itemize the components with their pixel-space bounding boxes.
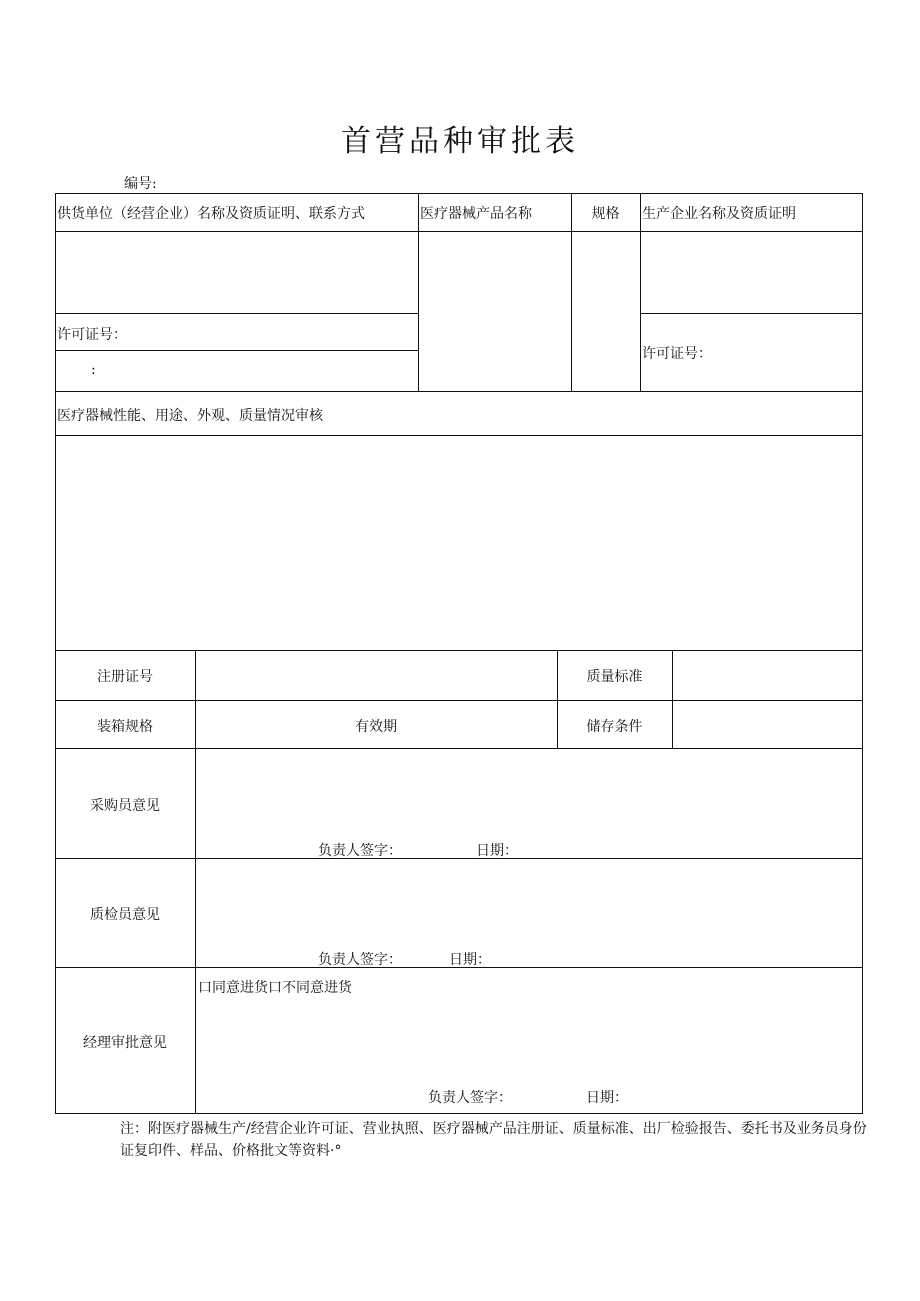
manager-approval-label: 经理审批意见: [83, 1035, 167, 1051]
row-divider: [55, 313, 418, 314]
manager-date-label: 日期：: [586, 1090, 628, 1106]
supplier-header: 供货单位（经营企业）名称及资质证明、联系方式: [57, 206, 365, 222]
purchaser-opinion-label: 采购员意见: [90, 798, 160, 814]
inspector-date-label: 日期：: [449, 952, 491, 968]
row-divider: [55, 858, 863, 859]
row-divider: [55, 650, 863, 651]
review-label: 医疗器械性能、用途、外观、质量情况审核: [57, 408, 323, 424]
supplier-colon: :: [91, 362, 96, 378]
manager-signer-label: 负责人签字：: [428, 1090, 512, 1106]
column-divider: [418, 193, 419, 391]
row-divider: [55, 231, 863, 232]
row-divider: [55, 435, 863, 436]
storage-conditions-label: 储存条件: [586, 719, 643, 735]
column-divider: [672, 650, 673, 748]
spec-header: 规格: [591, 206, 620, 222]
validity-label: 有效期: [355, 719, 397, 735]
serial-number-label: 编号:: [124, 176, 157, 192]
registration-number-label: 注册证号: [97, 669, 153, 685]
row-divider: [55, 748, 863, 749]
manufacturer-header: 生产企业名称及资质证明: [642, 206, 796, 222]
manufacturer-license-label: 许可证号：: [642, 346, 712, 362]
packing-spec-label: 装箱规格: [97, 719, 153, 735]
row-divider: [55, 700, 863, 701]
column-divider: [640, 193, 641, 391]
inspector-opinion-label: 质检员意见: [90, 907, 160, 923]
row-divider: [640, 313, 863, 314]
supplier-license-label: 许可证号：: [57, 327, 127, 343]
footnote: 注：附医疗器械生产/经营企业许可证、营业执照、医疗器械产品注册证、质量标准、出厂检验报告、委托书及业务员身份证复印件、样品、价格批文等资料·°: [120, 1121, 867, 1159]
approval-form-table: [55, 193, 863, 1114]
quality-standard-label: 质量标准: [586, 669, 643, 685]
purchaser-signer-label: 负责人签字：: [318, 843, 402, 859]
row-divider: [55, 391, 863, 392]
inspector-signer-label: 负责人签字：: [318, 952, 402, 968]
page-title: 首营品种审批表: [341, 124, 579, 159]
product-name-header: 医疗器械产品名称: [420, 206, 532, 222]
row-divider: [55, 350, 418, 351]
approval-options: 口同意进货口不同意进货: [198, 980, 352, 996]
purchaser-date-label: 日期：: [476, 843, 518, 859]
